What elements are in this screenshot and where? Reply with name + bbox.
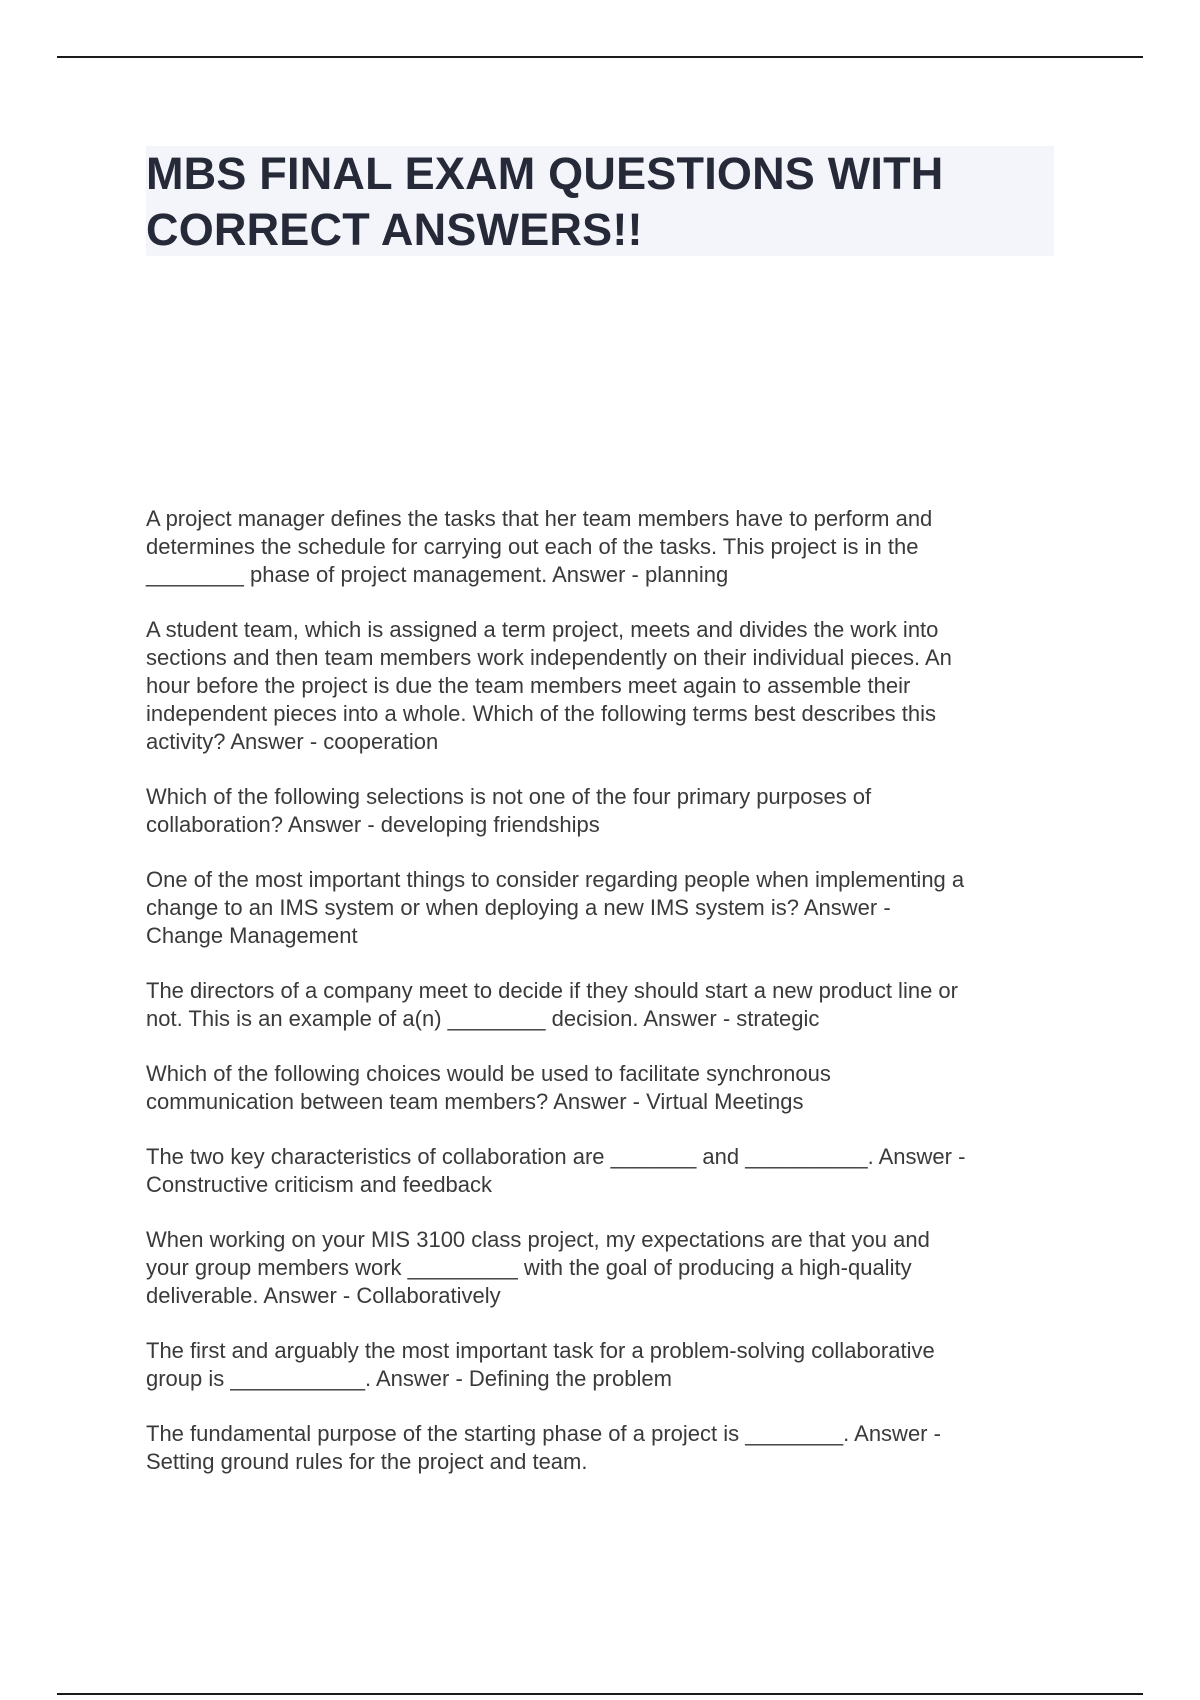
qa-line: activity? Answer - cooperation	[146, 729, 439, 754]
qa-line: Constructive criticism and feedback	[146, 1172, 493, 1197]
title-line: MBS FINAL EXAM QUESTIONS WITH	[146, 148, 944, 199]
qa-line: deliverable. Answer - Collaboratively	[146, 1283, 501, 1308]
qa-line: not. This is an example of a(n) ________ decision. Answer - strategic	[146, 1006, 820, 1031]
qa-line: The fundamental purpose of the starting phase of a project is ________. Answer -	[146, 1421, 941, 1446]
qa-line: Setting ground rules for the project and team.	[146, 1449, 588, 1474]
qa-line: A student team, which is assigned a term project, meets and divides the work into	[146, 617, 939, 642]
qa-item	[146, 977, 1066, 1033]
qa-item	[146, 1337, 1066, 1393]
qa-line: The two key characteristics of collaboration are _______ and __________. Answer -	[146, 1144, 966, 1169]
qa-item	[146, 505, 1066, 589]
qa-line: communication between team members? Answer - Virtual Meetings	[146, 1089, 804, 1114]
qa-line: Which of the following selections is not one of the four primary purposes of	[146, 784, 872, 809]
qa-item	[146, 1143, 1066, 1199]
qa-line: One of the most important things to consider regarding people when implementing a	[146, 867, 965, 892]
qa-line: change to an IMS system or when deploying a new IMS system is? Answer -	[146, 895, 891, 920]
qa-item	[146, 866, 1066, 950]
qa-item	[146, 616, 1066, 756]
qa-line: The first and arguably the most important task for a problem-solving collaborative	[146, 1338, 935, 1363]
qa-list	[146, 505, 1066, 1503]
bottom-rule	[57, 1693, 1143, 1695]
qa-line: sections and then team members work independently on their individual pieces. An	[146, 645, 952, 670]
qa-line: group is ___________. Answer - Defining the problem	[146, 1366, 672, 1391]
qa-line: When working on your MIS 3100 class project, my expectations are that you and	[146, 1227, 930, 1252]
qa-line: A project manager defines the tasks that her team members have to perform and	[146, 506, 933, 531]
qa-item	[146, 1226, 1066, 1310]
qa-line: determines the schedule for carrying out each of the tasks. This project is in the	[146, 534, 919, 559]
qa-line: Change Management	[146, 923, 358, 948]
qa-item	[146, 1420, 1066, 1476]
qa-line: The directors of a company meet to decide if they should start a new product line or	[146, 978, 958, 1003]
qa-line: Which of the following choices would be used to facilitate synchronous	[146, 1061, 831, 1086]
qa-line: hour before the project is due the team members meet again to assemble their	[146, 673, 911, 698]
qa-line: ________ phase of project management. Answer - planning	[146, 562, 729, 587]
qa-item	[146, 783, 1066, 839]
qa-line: collaboration? Answer - developing friendships	[146, 812, 600, 837]
title-line: CORRECT ANSWERS!!	[146, 204, 643, 255]
qa-line: your group members work _________ with the goal of producing a high-quality	[146, 1255, 912, 1280]
qa-line: independent pieces into a whole. Which of the following terms best describes this	[146, 701, 936, 726]
top-rule	[57, 56, 1143, 58]
title-block	[146, 146, 1054, 256]
document-title	[146, 146, 1054, 258]
qa-item	[146, 1060, 1066, 1116]
